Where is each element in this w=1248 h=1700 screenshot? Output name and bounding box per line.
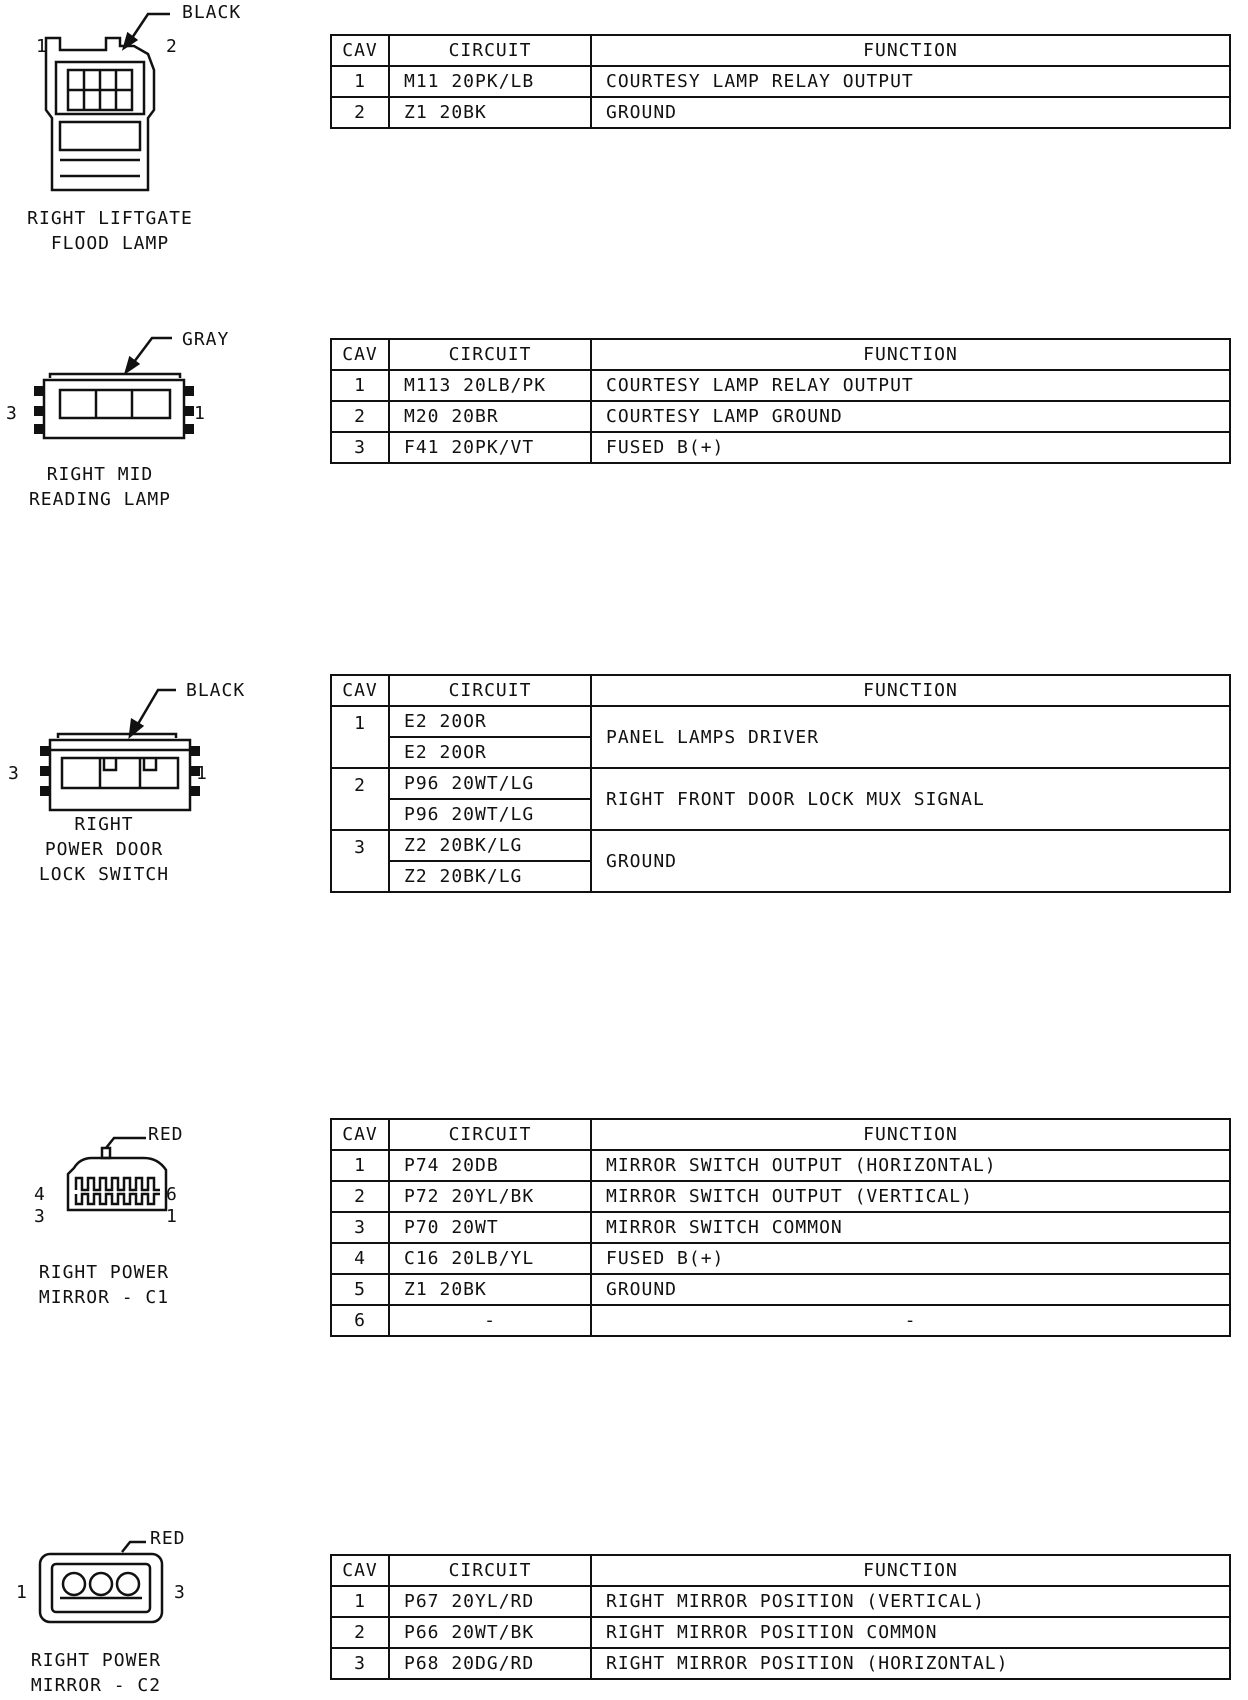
- circuit-cell: M113 20LB/PK: [389, 370, 591, 401]
- function-cell: MIRROR SWITCH OUTPUT (HORIZONTAL): [591, 1150, 1230, 1181]
- function-cell: PANEL LAMPS DRIVER: [591, 706, 1230, 768]
- function-cell: COURTESY LAMP RELAY OUTPUT: [591, 370, 1230, 401]
- circuit-cell: P67 20YL/RD: [389, 1586, 591, 1617]
- circuit-cell: F41 20PK/VT: [389, 432, 591, 463]
- mirror1-pin-top-left: 4: [34, 1184, 46, 1205]
- cav-cell: 3: [331, 1212, 389, 1243]
- mirror1-color-label: RED: [148, 1124, 184, 1145]
- table-row: [331, 830, 1230, 861]
- function-cell: RIGHT FRONT DOOR LOCK MUX SIGNAL: [591, 768, 1230, 830]
- circuit-cell: M20 20BR: [389, 401, 591, 432]
- mirror2-pin-left: 1: [16, 1582, 28, 1603]
- table-row: [331, 1150, 1230, 1181]
- circuit-cell: E2 20OR: [389, 737, 591, 768]
- circuit-header: CIRCUIT: [389, 675, 591, 706]
- cav-cell: 2: [331, 1181, 389, 1212]
- doorlock-pin-table: [330, 674, 1231, 893]
- cav-cell: 5: [331, 1274, 389, 1305]
- cav-header: CAV: [331, 35, 389, 66]
- function-cell: MIRROR SWITCH OUTPUT (VERTICAL): [591, 1181, 1230, 1212]
- table-header-row: [331, 339, 1230, 370]
- mirror2-pin-right: 3: [174, 1582, 186, 1603]
- cav-cell: 2: [331, 401, 389, 432]
- doorlock-pin-left: 3: [8, 763, 20, 784]
- table-header-row: [331, 675, 1230, 706]
- cav-cell: 2: [331, 1617, 389, 1648]
- table-row: [331, 432, 1230, 463]
- mirror1-pin-bottom-right: 1: [166, 1206, 178, 1227]
- function-header: FUNCTION: [591, 675, 1230, 706]
- doorlock-pin-right: 1: [196, 763, 208, 784]
- function-cell: GROUND: [591, 830, 1230, 892]
- mirror2-connector-name: RIGHT POWER MIRROR - C2: [30, 1650, 162, 1696]
- mirror2-color-label: RED: [150, 1528, 186, 1549]
- connector-section-mirror2: [0, 1520, 1248, 1700]
- circuit-cell: Z1 20BK: [389, 97, 591, 128]
- circuit-cell: P70 20WT: [389, 1212, 591, 1243]
- function-cell: RIGHT MIRROR POSITION (HORIZONTAL): [591, 1648, 1230, 1679]
- liftgate-pin-table: [330, 34, 1231, 129]
- mirror2-pin-table: [330, 1554, 1231, 1680]
- function-header: FUNCTION: [591, 1119, 1230, 1150]
- mirror1-pin-bottom-left: 3: [34, 1206, 46, 1227]
- cav-header: CAV: [331, 339, 389, 370]
- cav-cell: 2: [331, 768, 389, 830]
- cav-cell: 3: [331, 830, 389, 892]
- doorlock-connector-icon: [20, 660, 200, 810]
- cav-cell: 1: [331, 1586, 389, 1617]
- function-cell: FUSED B(+): [591, 432, 1230, 463]
- connector-section-mirror1: [0, 1110, 1248, 1370]
- function-cell: GROUND: [591, 1274, 1230, 1305]
- table-row: [331, 1305, 1230, 1336]
- function-cell: GROUND: [591, 97, 1230, 128]
- liftgate-pin-right: 2: [166, 36, 178, 57]
- circuit-cell: P68 20DG/RD: [389, 1648, 591, 1679]
- table-header-row: [331, 1555, 1230, 1586]
- circuit-header: CIRCUIT: [389, 339, 591, 370]
- table-row: [331, 1212, 1230, 1243]
- table-row: [331, 1586, 1230, 1617]
- function-cell: COURTESY LAMP GROUND: [591, 401, 1230, 432]
- table-row: [331, 1648, 1230, 1679]
- table-row: [331, 1617, 1230, 1648]
- circuit-header: CIRCUIT: [389, 1555, 591, 1586]
- cav-cell: 3: [331, 432, 389, 463]
- table-row: [331, 370, 1230, 401]
- cav-header: CAV: [331, 675, 389, 706]
- cav-cell: 1: [331, 66, 389, 97]
- function-header: FUNCTION: [591, 35, 1230, 66]
- function-cell: COURTESY LAMP RELAY OUTPUT: [591, 66, 1230, 97]
- function-header: FUNCTION: [591, 1555, 1230, 1586]
- connector-section-reading: [0, 320, 1248, 520]
- table-row: [331, 1274, 1230, 1305]
- reading-pin-left: 3: [6, 403, 18, 424]
- liftgate-color-label: BLACK: [182, 2, 242, 23]
- circuit-cell: M11 20PK/LB: [389, 66, 591, 97]
- table-header-row: [331, 35, 1230, 66]
- doorlock-color-label: BLACK: [186, 680, 246, 701]
- function-cell: -: [591, 1305, 1230, 1336]
- circuit-cell: E2 20OR: [389, 706, 591, 737]
- cav-header: CAV: [331, 1555, 389, 1586]
- cav-cell: 1: [331, 706, 389, 768]
- circuit-cell: P66 20WT/BK: [389, 1617, 591, 1648]
- table-row: [331, 97, 1230, 128]
- doorlock-connector-name: RIGHT POWER DOOR LOCK SWITCH: [38, 814, 170, 885]
- cav-cell: 6: [331, 1305, 389, 1336]
- reading-color-label: GRAY: [182, 329, 230, 350]
- circuit-cell: C16 20LB/YL: [389, 1243, 591, 1274]
- table-header-row: [331, 1119, 1230, 1150]
- circuit-header: CIRCUIT: [389, 35, 591, 66]
- cav-cell: 4: [331, 1243, 389, 1274]
- table-row: [331, 706, 1230, 737]
- function-header: FUNCTION: [591, 339, 1230, 370]
- table-row: [331, 768, 1230, 799]
- cav-cell: 2: [331, 97, 389, 128]
- cav-cell: 3: [331, 1648, 389, 1679]
- mirror1-pin-top-right: 6: [166, 1184, 178, 1205]
- mirror1-connector-name: RIGHT POWER MIRROR - C1: [38, 1262, 170, 1308]
- table-row: [331, 401, 1230, 432]
- circuit-header: CIRCUIT: [389, 1119, 591, 1150]
- table-row: [331, 1243, 1230, 1274]
- circuit-cell: P74 20DB: [389, 1150, 591, 1181]
- connector-section-doorlock: [0, 660, 1248, 920]
- circuit-cell: Z1 20BK: [389, 1274, 591, 1305]
- circuit-cell: P96 20WT/LG: [389, 768, 591, 799]
- reading-pin-right: 1: [194, 403, 206, 424]
- cav-header: CAV: [331, 1119, 389, 1150]
- circuit-cell: -: [389, 1305, 591, 1336]
- circuit-cell: Z2 20BK/LG: [389, 830, 591, 861]
- cav-cell: 1: [331, 370, 389, 401]
- circuit-cell: Z2 20BK/LG: [389, 861, 591, 892]
- reading-connector-name: RIGHT MID READING LAMP: [28, 464, 172, 510]
- reading-connector-icon: [20, 320, 190, 450]
- connector-section-liftgate: [0, 0, 1248, 260]
- cav-cell: 1: [331, 1150, 389, 1181]
- mirror1-pin-table: [330, 1118, 1231, 1337]
- function-cell: MIRROR SWITCH COMMON: [591, 1212, 1230, 1243]
- function-cell: RIGHT MIRROR POSITION (VERTICAL): [591, 1586, 1230, 1617]
- reading-pin-table: [330, 338, 1231, 464]
- liftgate-pin-left: 1: [36, 36, 48, 57]
- circuit-cell: P72 20YL/BK: [389, 1181, 591, 1212]
- function-cell: RIGHT MIRROR POSITION COMMON: [591, 1617, 1230, 1648]
- table-row: [331, 66, 1230, 97]
- table-row: [331, 1181, 1230, 1212]
- liftgate-connector-name: RIGHT LIFTGATE FLOOD LAMP: [27, 208, 193, 254]
- function-cell: FUSED B(+): [591, 1243, 1230, 1274]
- circuit-cell: P96 20WT/LG: [389, 799, 591, 830]
